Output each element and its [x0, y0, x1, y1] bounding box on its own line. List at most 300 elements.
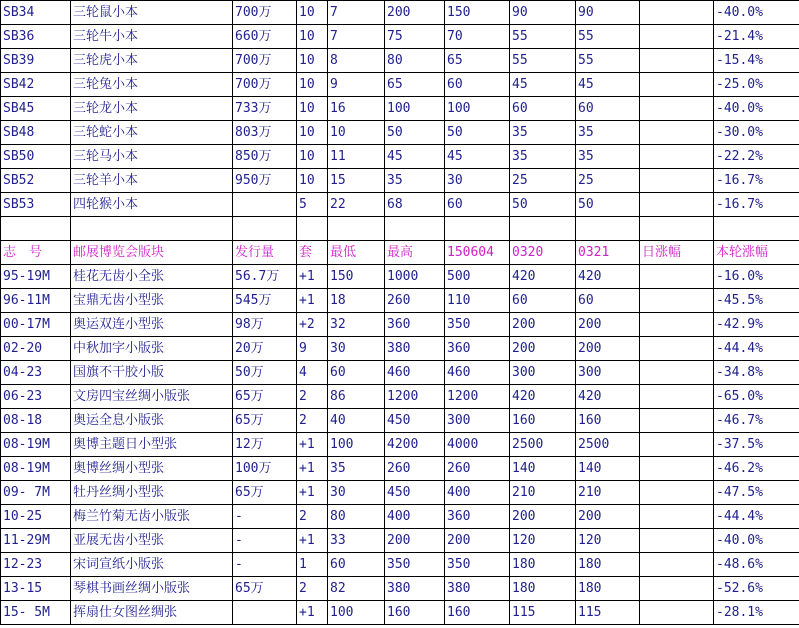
- cell-name[interactable]: 奥运双连小型张: [71, 313, 233, 337]
- cell-round-change[interactable]: -16.7%: [714, 193, 799, 217]
- cell-set[interactable]: 10: [297, 97, 328, 121]
- cell-round-change[interactable]: -45.5%: [714, 289, 799, 313]
- cell-daily-change[interactable]: [640, 193, 714, 217]
- cell-low[interactable]: 100: [328, 433, 385, 457]
- cell-code[interactable]: 96-11M: [1, 289, 71, 313]
- cell-price-150604[interactable]: [445, 217, 510, 241]
- cell-code[interactable]: SB52: [1, 169, 71, 193]
- cell-price-150604[interactable]: 260: [445, 457, 510, 481]
- cell-price-150604[interactable]: 30: [445, 169, 510, 193]
- cell-name[interactable]: 梅兰竹菊无齿小版张: [71, 505, 233, 529]
- cell-set[interactable]: +1: [297, 265, 328, 289]
- cell-name[interactable]: [71, 217, 233, 241]
- cell-price-150604[interactable]: 360: [445, 505, 510, 529]
- cell-high[interactable]: 380: [385, 577, 445, 601]
- cell-low[interactable]: 9: [328, 73, 385, 97]
- cell-daily-change[interactable]: [640, 361, 714, 385]
- cell-low[interactable]: 7: [328, 25, 385, 49]
- cell-round-change[interactable]: -15.4%: [714, 49, 799, 73]
- cell-high[interactable]: 45: [385, 145, 445, 169]
- cell-issue-qty[interactable]: 100万: [233, 457, 297, 481]
- cell-low[interactable]: 86: [328, 385, 385, 409]
- cell-price-0321[interactable]: 120: [576, 529, 640, 553]
- cell-set[interactable]: 10: [297, 121, 328, 145]
- cell-high[interactable]: 35: [385, 169, 445, 193]
- cell-price-150604[interactable]: 60: [445, 193, 510, 217]
- cell-issue-qty[interactable]: 12万: [233, 433, 297, 457]
- cell-round-change[interactable]: -40.0%: [714, 529, 799, 553]
- cell-price-0321[interactable]: 180: [576, 553, 640, 577]
- cell-price-0320[interactable]: 200: [510, 313, 576, 337]
- cell-daily-change[interactable]: [640, 1, 714, 25]
- cell-low[interactable]: 15: [328, 169, 385, 193]
- cell-name[interactable]: 琴棋书画丝绸小版张: [71, 577, 233, 601]
- cell-price-150604[interactable]: 400: [445, 481, 510, 505]
- cell-price-150604[interactable]: 45: [445, 145, 510, 169]
- cell-price-0320[interactable]: 55: [510, 49, 576, 73]
- cell-daily-change[interactable]: [640, 313, 714, 337]
- cell-daily-change[interactable]: [640, 121, 714, 145]
- cell-round-change[interactable]: -30.0%: [714, 121, 799, 145]
- cell-name[interactable]: 三轮虎小本: [71, 49, 233, 73]
- cell-low[interactable]: 33: [328, 529, 385, 553]
- cell-price-0320[interactable]: 115: [510, 601, 576, 625]
- cell-price-0321[interactable]: 115: [576, 601, 640, 625]
- cell-price-0321[interactable]: 35: [576, 145, 640, 169]
- cell-price-0320[interactable]: 50: [510, 193, 576, 217]
- cell-code[interactable]: 06-23: [1, 385, 71, 409]
- cell-low[interactable]: 82: [328, 577, 385, 601]
- cell-round-change[interactable]: -37.5%: [714, 433, 799, 457]
- cell-issue-qty[interactable]: -: [233, 529, 297, 553]
- table-row: [1, 409, 799, 433]
- cell-low[interactable]: 最低: [328, 241, 385, 265]
- cell-daily-change[interactable]: [640, 25, 714, 49]
- cell-round-change[interactable]: -46.7%: [714, 409, 799, 433]
- cell-low[interactable]: 60: [328, 553, 385, 577]
- cell-price-0321[interactable]: 200: [576, 337, 640, 361]
- table-row: [1, 1, 799, 25]
- cell-daily-change[interactable]: [640, 97, 714, 121]
- cell-set[interactable]: 10: [297, 49, 328, 73]
- cell-issue-qty[interactable]: 700万: [233, 1, 297, 25]
- cell-issue-qty[interactable]: 700万: [233, 49, 297, 73]
- cell-set[interactable]: 10: [297, 25, 328, 49]
- cell-price-150604[interactable]: 160: [445, 601, 510, 625]
- cell-price-0321[interactable]: 55: [576, 25, 640, 49]
- cell-set[interactable]: 10: [297, 73, 328, 97]
- cell-price-0321[interactable]: 2500: [576, 433, 640, 457]
- cell-high[interactable]: [385, 217, 445, 241]
- cell-round-change[interactable]: -21.4%: [714, 25, 799, 49]
- cell-price-150604[interactable]: 350: [445, 553, 510, 577]
- cell-low[interactable]: 22: [328, 193, 385, 217]
- cell-set[interactable]: 2: [297, 409, 328, 433]
- cell-price-0320[interactable]: 2500: [510, 433, 576, 457]
- cell-daily-change[interactable]: [640, 577, 714, 601]
- cell-set[interactable]: 10: [297, 169, 328, 193]
- cell-price-0320[interactable]: 420: [510, 385, 576, 409]
- table-row: [1, 385, 799, 409]
- cell-price-0321[interactable]: 180: [576, 577, 640, 601]
- cell-name[interactable]: 中秋加字小版张: [71, 337, 233, 361]
- cell-set[interactable]: [297, 217, 328, 241]
- cell-code[interactable]: 09- 7M: [1, 481, 71, 505]
- cell-price-0320[interactable]: 420: [510, 265, 576, 289]
- cell-issue-qty[interactable]: [233, 217, 297, 241]
- cell-round-change[interactable]: -16.0%: [714, 265, 799, 289]
- cell-name[interactable]: 宋词宣纸小版张: [71, 553, 233, 577]
- cell-price-0321[interactable]: 25: [576, 169, 640, 193]
- cell-low[interactable]: 30: [328, 481, 385, 505]
- cell-set[interactable]: 2: [297, 577, 328, 601]
- cell-set[interactable]: +1: [297, 433, 328, 457]
- cell-high[interactable]: 450: [385, 409, 445, 433]
- cell-name[interactable]: 国旗不干胶小版: [71, 361, 233, 385]
- cell-code[interactable]: SB50: [1, 145, 71, 169]
- cell-price-0320[interactable]: 35: [510, 145, 576, 169]
- cell-issue-qty[interactable]: 65万: [233, 481, 297, 505]
- cell-price-150604[interactable]: 50: [445, 121, 510, 145]
- cell-high[interactable]: 最高: [385, 241, 445, 265]
- cell-price-150604[interactable]: 70: [445, 25, 510, 49]
- cell-high[interactable]: 460: [385, 361, 445, 385]
- cell-price-150604[interactable]: 60: [445, 73, 510, 97]
- cell-name[interactable]: 挥扇仕女图丝绸张: [71, 601, 233, 625]
- cell-price-150604[interactable]: 100: [445, 97, 510, 121]
- cell-set[interactable]: 2: [297, 505, 328, 529]
- cell-set[interactable]: +1: [297, 289, 328, 313]
- cell-price-0321[interactable]: 200: [576, 313, 640, 337]
- cell-price-0321[interactable]: 50: [576, 193, 640, 217]
- cell-price-0320[interactable]: 120: [510, 529, 576, 553]
- table-row: [1, 121, 799, 145]
- cell-code[interactable]: SB39: [1, 49, 71, 73]
- table-row: [1, 265, 799, 289]
- cell-low[interactable]: 18: [328, 289, 385, 313]
- cell-round-change[interactable]: -52.6%: [714, 577, 799, 601]
- cell-name[interactable]: 四轮猴小本: [71, 193, 233, 217]
- cell-set[interactable]: +1: [297, 481, 328, 505]
- cell-low[interactable]: [328, 217, 385, 241]
- cell-low[interactable]: 35: [328, 457, 385, 481]
- cell-set[interactable]: 套: [297, 241, 328, 265]
- cell-round-change[interactable]: [714, 217, 799, 241]
- cell-set[interactable]: 1: [297, 553, 328, 577]
- cell-daily-change[interactable]: [640, 409, 714, 433]
- cell-set[interactable]: 2: [297, 385, 328, 409]
- cell-set[interactable]: +1: [297, 457, 328, 481]
- cell-round-change[interactable]: -34.8%: [714, 361, 799, 385]
- cell-name[interactable]: 桂花无齿小全张: [71, 265, 233, 289]
- cell-name[interactable]: 三轮龙小本: [71, 97, 233, 121]
- cell-code[interactable]: SB48: [1, 121, 71, 145]
- cell-price-0320[interactable]: 35: [510, 121, 576, 145]
- cell-name[interactable]: 奥博丝绸小型张: [71, 457, 233, 481]
- cell-daily-change[interactable]: [640, 217, 714, 241]
- cell-code[interactable]: 08-18: [1, 409, 71, 433]
- cell-low[interactable]: 100: [328, 601, 385, 625]
- cell-price-0320[interactable]: 180: [510, 577, 576, 601]
- cell-price-0321[interactable]: 35: [576, 121, 640, 145]
- cell-round-change[interactable]: -44.4%: [714, 505, 799, 529]
- cell-high[interactable]: 260: [385, 457, 445, 481]
- cell-price-0321[interactable]: [576, 217, 640, 241]
- cell-set[interactable]: +1: [297, 601, 328, 625]
- cell-code[interactable]: [1, 217, 71, 241]
- cell-price-0321[interactable]: 210: [576, 481, 640, 505]
- cell-issue-qty[interactable]: 56.7万: [233, 265, 297, 289]
- cell-price-150604[interactable]: 110: [445, 289, 510, 313]
- cell-code[interactable]: SB34: [1, 1, 71, 25]
- cell-price-0321[interactable]: 140: [576, 457, 640, 481]
- cell-price-0321[interactable]: 420: [576, 385, 640, 409]
- cell-name[interactable]: 三轮蛇小本: [71, 121, 233, 145]
- cell-daily-change[interactable]: [640, 481, 714, 505]
- table-row: [1, 145, 799, 169]
- cell-issue-qty[interactable]: 98万: [233, 313, 297, 337]
- cell-price-0321[interactable]: 160: [576, 409, 640, 433]
- cell-low[interactable]: 11: [328, 145, 385, 169]
- cell-code[interactable]: 08-19M: [1, 433, 71, 457]
- cell-high[interactable]: 4200: [385, 433, 445, 457]
- cell-set[interactable]: 4: [297, 361, 328, 385]
- cell-name[interactable]: 三轮兔小本: [71, 73, 233, 97]
- table-row: [1, 97, 799, 121]
- cell-low[interactable]: 40: [328, 409, 385, 433]
- cell-issue-qty[interactable]: [233, 193, 297, 217]
- cell-price-0320[interactable]: 210: [510, 481, 576, 505]
- cell-daily-change[interactable]: [640, 433, 714, 457]
- cell-name[interactable]: 三轮牛小本: [71, 25, 233, 49]
- cell-round-change[interactable]: 本轮涨幅: [714, 241, 799, 265]
- cell-issue-qty[interactable]: -: [233, 553, 297, 577]
- cell-price-0321[interactable]: 55: [576, 49, 640, 73]
- cell-low[interactable]: 7: [328, 1, 385, 25]
- cell-low[interactable]: 150: [328, 265, 385, 289]
- cell-price-0320[interactable]: 55: [510, 25, 576, 49]
- cell-price-150604[interactable]: 65: [445, 49, 510, 73]
- cell-round-change[interactable]: -47.5%: [714, 481, 799, 505]
- cell-code[interactable]: SB42: [1, 73, 71, 97]
- cell-price-0320[interactable]: 45: [510, 73, 576, 97]
- cell-low[interactable]: 8: [328, 49, 385, 73]
- cell-issue-qty[interactable]: 700万: [233, 73, 297, 97]
- cell-set[interactable]: 10: [297, 1, 328, 25]
- cell-high[interactable]: 75: [385, 25, 445, 49]
- table-row: [1, 289, 799, 313]
- cell-price-150604[interactable]: 360: [445, 337, 510, 361]
- cell-code[interactable]: SB53: [1, 193, 71, 217]
- cell-high[interactable]: 68: [385, 193, 445, 217]
- cell-code[interactable]: 95-19M: [1, 265, 71, 289]
- cell-price-0321[interactable]: 60: [576, 97, 640, 121]
- cell-round-change[interactable]: -16.7%: [714, 169, 799, 193]
- cell-price-0320[interactable]: 60: [510, 289, 576, 313]
- cell-high[interactable]: 80: [385, 49, 445, 73]
- cell-price-150604[interactable]: 300: [445, 409, 510, 433]
- cell-high[interactable]: 260: [385, 289, 445, 313]
- cell-daily-change[interactable]: 日涨幅: [640, 241, 714, 265]
- cell-daily-change[interactable]: [640, 73, 714, 97]
- table-row: [1, 73, 799, 97]
- cell-set[interactable]: +1: [297, 529, 328, 553]
- cell-round-change[interactable]: -65.0%: [714, 385, 799, 409]
- cell-name[interactable]: 三轮鼠小本: [71, 1, 233, 25]
- cell-code[interactable]: 11-29M: [1, 529, 71, 553]
- cell-price-0321[interactable]: 90: [576, 1, 640, 25]
- cell-set[interactable]: +2: [297, 313, 328, 337]
- cell-code[interactable]: 10-25: [1, 505, 71, 529]
- cell-price-0320[interactable]: 0320: [510, 241, 576, 265]
- cell-code[interactable]: 00-17M: [1, 313, 71, 337]
- cell-code[interactable]: 08-19M: [1, 457, 71, 481]
- cell-issue-qty[interactable]: 803万: [233, 121, 297, 145]
- cell-high[interactable]: 400: [385, 505, 445, 529]
- cell-price-0320[interactable]: 140: [510, 457, 576, 481]
- cell-daily-change[interactable]: [640, 505, 714, 529]
- cell-price-0320[interactable]: 200: [510, 505, 576, 529]
- table-row: [1, 577, 799, 601]
- cell-price-150604[interactable]: 500: [445, 265, 510, 289]
- cell-code[interactable]: SB45: [1, 97, 71, 121]
- cell-price-0320[interactable]: 300: [510, 361, 576, 385]
- cell-name[interactable]: 牡丹丝绸小型张: [71, 481, 233, 505]
- cell-low[interactable]: 60: [328, 361, 385, 385]
- cell-set[interactable]: 10: [297, 145, 328, 169]
- cell-daily-change[interactable]: [640, 529, 714, 553]
- cell-price-0320[interactable]: 160: [510, 409, 576, 433]
- cell-high[interactable]: 65: [385, 73, 445, 97]
- cell-high[interactable]: 360: [385, 313, 445, 337]
- cell-price-0321[interactable]: 0321: [576, 241, 640, 265]
- cell-low[interactable]: 16: [328, 97, 385, 121]
- cell-low[interactable]: 30: [328, 337, 385, 361]
- cell-high[interactable]: 160: [385, 601, 445, 625]
- table-row: [1, 25, 799, 49]
- cell-name[interactable]: 奥运全息小版张: [71, 409, 233, 433]
- cell-high[interactable]: 1000: [385, 265, 445, 289]
- cell-issue-qty[interactable]: 发行量: [233, 241, 297, 265]
- cell-set[interactable]: 5: [297, 193, 328, 217]
- cell-low[interactable]: 80: [328, 505, 385, 529]
- cell-code[interactable]: 04-23: [1, 361, 71, 385]
- cell-daily-change[interactable]: [640, 553, 714, 577]
- cell-price-150604[interactable]: 150604: [445, 241, 510, 265]
- cell-name[interactable]: 宝鼎无齿小型张: [71, 289, 233, 313]
- cell-name[interactable]: 文房四宝丝绸小版张: [71, 385, 233, 409]
- cell-high[interactable]: 50: [385, 121, 445, 145]
- cell-daily-change[interactable]: [640, 289, 714, 313]
- cell-price-0321[interactable]: 300: [576, 361, 640, 385]
- cell-code[interactable]: 13-15: [1, 577, 71, 601]
- cell-price-0321[interactable]: 45: [576, 73, 640, 97]
- cell-daily-change[interactable]: [640, 601, 714, 625]
- cell-round-change[interactable]: -48.6%: [714, 553, 799, 577]
- cell-round-change[interactable]: -42.9%: [714, 313, 799, 337]
- cell-code[interactable]: 志 号: [1, 241, 71, 265]
- cell-name[interactable]: 三轮马小本: [71, 145, 233, 169]
- cell-round-change[interactable]: -22.2%: [714, 145, 799, 169]
- cell-price-0320[interactable]: 180: [510, 553, 576, 577]
- cell-high[interactable]: 200: [385, 529, 445, 553]
- cell-name[interactable]: 三轮羊小本: [71, 169, 233, 193]
- cell-daily-change[interactable]: [640, 385, 714, 409]
- table-row: [1, 481, 799, 505]
- cell-round-change[interactable]: -28.1%: [714, 601, 799, 625]
- cell-low[interactable]: 32: [328, 313, 385, 337]
- cell-daily-change[interactable]: [640, 169, 714, 193]
- cell-issue-qty[interactable]: -: [233, 505, 297, 529]
- cell-issue-qty[interactable]: 65万: [233, 577, 297, 601]
- cell-price-150604[interactable]: 1200: [445, 385, 510, 409]
- cell-round-change[interactable]: -46.2%: [714, 457, 799, 481]
- cell-price-150604[interactable]: 460: [445, 361, 510, 385]
- cell-code[interactable]: 15- 5M: [1, 601, 71, 625]
- cell-high[interactable]: 100: [385, 97, 445, 121]
- cell-issue-qty[interactable]: 660万: [233, 25, 297, 49]
- cell-issue-qty[interactable]: [233, 601, 297, 625]
- cell-code[interactable]: 12-23: [1, 553, 71, 577]
- cell-price-0320[interactable]: 90: [510, 1, 576, 25]
- cell-round-change[interactable]: -25.0%: [714, 73, 799, 97]
- cell-issue-qty[interactable]: 545万: [233, 289, 297, 313]
- cell-price-0320[interactable]: 25: [510, 169, 576, 193]
- cell-code[interactable]: SB36: [1, 25, 71, 49]
- cell-price-0320[interactable]: 200: [510, 337, 576, 361]
- cell-round-change[interactable]: -44.4%: [714, 337, 799, 361]
- cell-name[interactable]: 奥博主题日小型张: [71, 433, 233, 457]
- cell-issue-qty[interactable]: 50万: [233, 361, 297, 385]
- cell-high[interactable]: 380: [385, 337, 445, 361]
- cell-name[interactable]: 亚展无齿小型张: [71, 529, 233, 553]
- cell-high[interactable]: 200: [385, 1, 445, 25]
- cell-high[interactable]: 450: [385, 481, 445, 505]
- table-row: [1, 529, 799, 553]
- cell-low[interactable]: 10: [328, 121, 385, 145]
- cell-round-change[interactable]: -40.0%: [714, 1, 799, 25]
- cell-daily-change[interactable]: [640, 265, 714, 289]
- cell-code[interactable]: 02-20: [1, 337, 71, 361]
- cell-high[interactable]: 350: [385, 553, 445, 577]
- cell-issue-qty[interactable]: 733万: [233, 97, 297, 121]
- cell-price-150604[interactable]: 150: [445, 1, 510, 25]
- cell-price-0320[interactable]: 60: [510, 97, 576, 121]
- cell-issue-qty[interactable]: 950万: [233, 169, 297, 193]
- cell-price-150604[interactable]: 350: [445, 313, 510, 337]
- cell-issue-qty[interactable]: 20万: [233, 337, 297, 361]
- cell-daily-change[interactable]: [640, 337, 714, 361]
- cell-high[interactable]: 1200: [385, 385, 445, 409]
- cell-price-150604[interactable]: 200: [445, 529, 510, 553]
- cell-name[interactable]: 邮展博览会版块: [71, 241, 233, 265]
- cell-daily-change[interactable]: [640, 145, 714, 169]
- cell-issue-qty[interactable]: 65万: [233, 409, 297, 433]
- cell-issue-qty[interactable]: 65万: [233, 385, 297, 409]
- cell-issue-qty[interactable]: 850万: [233, 145, 297, 169]
- cell-price-0321[interactable]: 420: [576, 265, 640, 289]
- cell-price-0321[interactable]: 60: [576, 289, 640, 313]
- cell-price-150604[interactable]: 380: [445, 577, 510, 601]
- cell-daily-change[interactable]: [640, 457, 714, 481]
- cell-price-0321[interactable]: 200: [576, 505, 640, 529]
- cell-round-change[interactable]: -40.0%: [714, 97, 799, 121]
- table-row: [1, 601, 799, 625]
- cell-set[interactable]: 9: [297, 337, 328, 361]
- cell-price-0320[interactable]: [510, 217, 576, 241]
- cell-price-150604[interactable]: 4000: [445, 433, 510, 457]
- cell-daily-change[interactable]: [640, 49, 714, 73]
